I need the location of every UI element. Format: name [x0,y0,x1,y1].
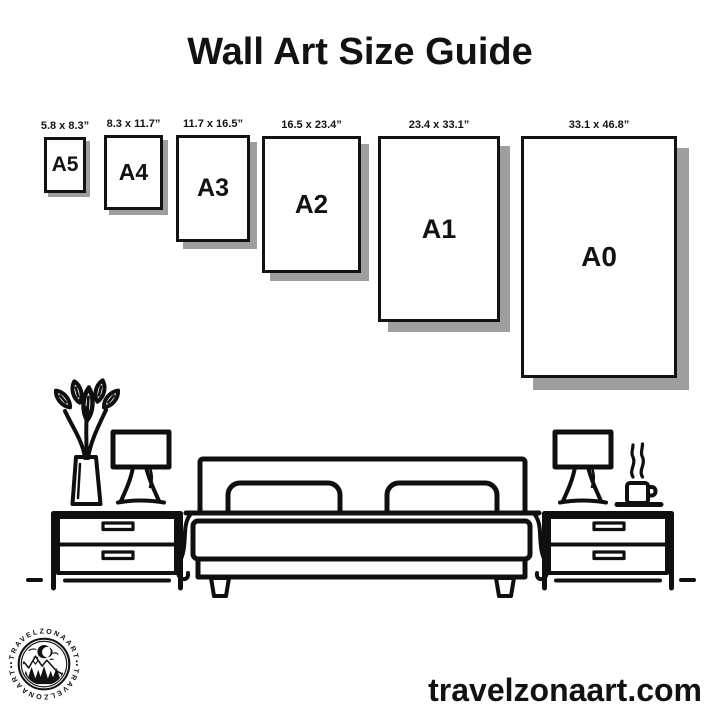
dimensions-label: 8.3 x 11.7” [106,118,161,130]
paper-a4 [104,135,163,210]
paper-a5 [44,137,86,193]
size-label: A5 [51,153,79,176]
size-frame-a5 [40,120,90,193]
lamp-right-icon [555,432,611,503]
size-frame-a3 [176,118,250,242]
size-frame-a0 [521,119,677,378]
paper-a3 [176,135,250,242]
page-title: Wall Art Size Guide [187,31,533,73]
size-frame-a4 [104,118,163,210]
size-label: A0 [581,241,617,272]
bed-icon [178,459,547,596]
footer-website: travelzonaart.com [428,672,702,708]
size-label: A1 [421,213,457,244]
logo-text-bottom: •TRAVELZONAART• [7,663,81,701]
paper-a2 [262,136,361,273]
size-frame-a1 [378,119,500,322]
size-label: A2 [294,189,329,219]
size-frame-a2 [262,119,361,273]
paper-a0 [521,136,677,378]
size-label: A3 [197,174,229,202]
dimensions-label: 33.1 x 46.8” [568,119,630,131]
coffee-cup-icon [617,444,661,505]
dimensions-label: 23.4 x 33.1” [408,119,470,131]
nightstand-right-icon [545,514,672,589]
dimensions-label: 11.7 x 16.5” [183,118,243,130]
lamp-left-icon [113,432,169,503]
bedroom-illustration [0,372,720,602]
size-label: A4 [118,159,149,185]
dimensions-label: 16.5 x 23.4” [281,119,342,131]
nightstand-left-icon [54,514,181,589]
dimensions-label: 5.8 x 8.3” [40,120,90,132]
paper-a1 [378,136,500,322]
logo-text-top: •TRAVELZONAART• [7,627,81,665]
